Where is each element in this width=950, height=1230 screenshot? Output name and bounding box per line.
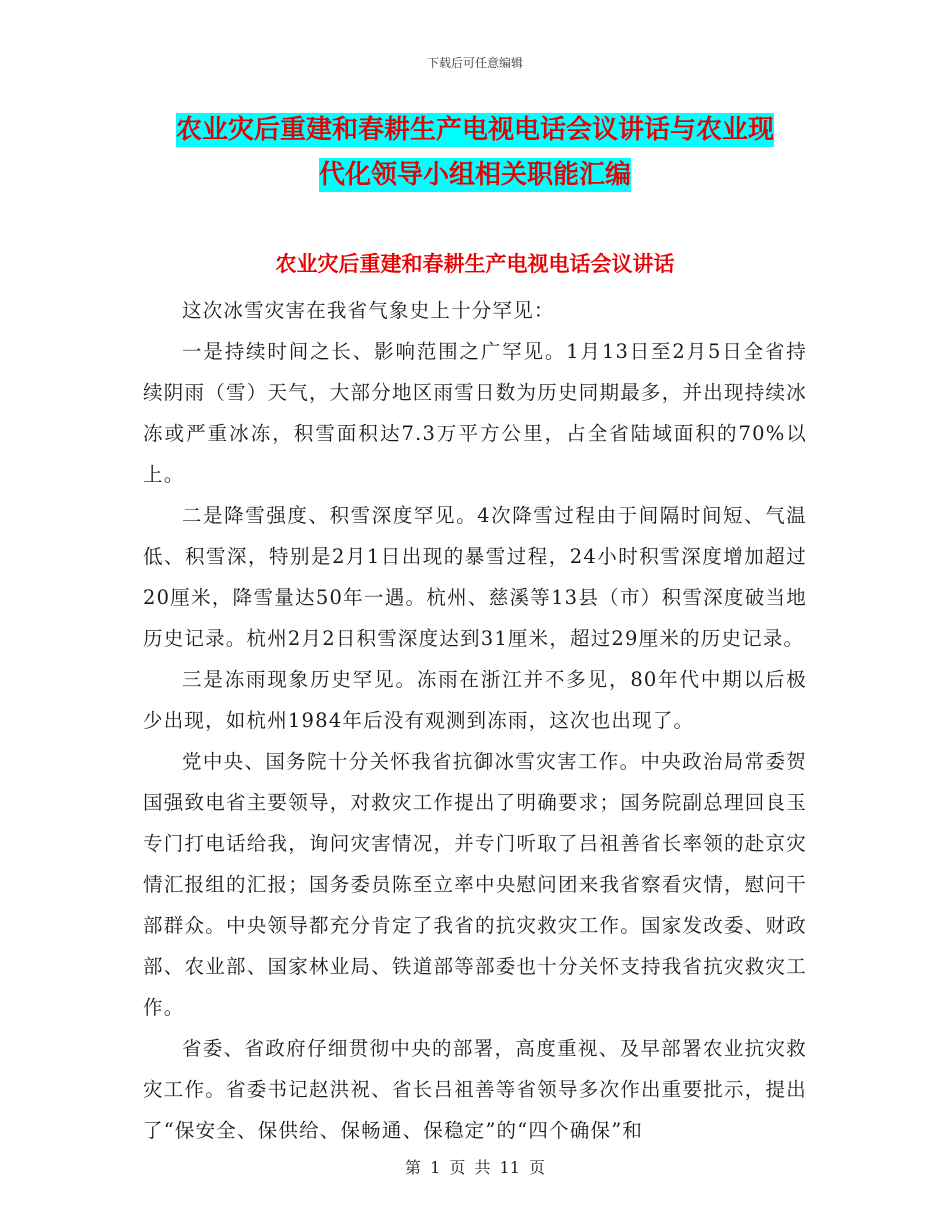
document-title-line-2: 代化领导小组相关职能汇编	[318, 160, 631, 190]
paragraph: 一是持续时间之长、影响范围之广罕见。1月13日至2月5日全省持续阴雨（雪）天气，大部分地区雨雪日数为历史同期最多，并出现持续冰冻或严重冰冻，积雪面积达7.3万平方公里，占全省陆域面积的70%以上。	[143, 340, 807, 486]
page-header-note: 下载后可任意编辑	[426, 56, 523, 70]
paragraph: 这次冰雪灾害在我省气象史上十分罕见：	[182, 299, 555, 322]
document-title-line-1: 农业灾后重建和春耕生产电视电话会议讲话与农业现	[175, 115, 774, 145]
paragraph: 三是冻雨现象历史罕见。冻雨在浙江并不多见，80年代中期以后极少出现，如杭州1984年后没有观测到冻雨，这次也出现了。	[143, 668, 807, 732]
paragraph: 省委、省政府仔细贯彻中央的部署，高度重视、及早部署农业抗灾救灾工作。省委书记赵洪祝、省长吕祖善等省领导多次作出重要批示，提出了“保安全、保供给、保畅通、保稳定”的“四个确保”和	[143, 1037, 807, 1142]
paragraph: 党中央、国务院十分关怀我省抗御冰雪灾害工作。中央政治局常委贺国强致电省主要领导，对救灾工作提出了明确要求；国务院副总理回良玉专门打电话给我，询问灾害情况，并专门听取了吕祖善省长率领的赴京灾情汇报组的汇报；国务委员陈至立率中央慰问团来我省察看灾情，慰问干部群众。中央领导都充分肯定了我省的抗灾救灾工作。国家发改委、财政部、农业部、国家林业局、铁道部等部委也十分关怀支持我省抗灾救灾工作。	[143, 750, 807, 1019]
section-title: 农业灾后重建和春耕生产电视电话会议讲话	[275, 252, 675, 276]
document-title	[140, 108, 810, 198]
paragraph: 二是降雪强度、积雪深度罕见。4次降雪过程由于间隔时间短、气温低、积雪深，特别是2月1日出现的暴雪过程，24小时积雪深度增加超过20厘米，降雪量达50年一遇。杭州、慈溪等13县（市）积雪深度破当地历史记录。杭州2月2日积雪深度达到31厘米，超过29厘米的历史记录。	[143, 504, 807, 650]
page-footer: 第 1 页 共 11 页	[405, 1158, 545, 1177]
document-body	[143, 290, 807, 1151]
